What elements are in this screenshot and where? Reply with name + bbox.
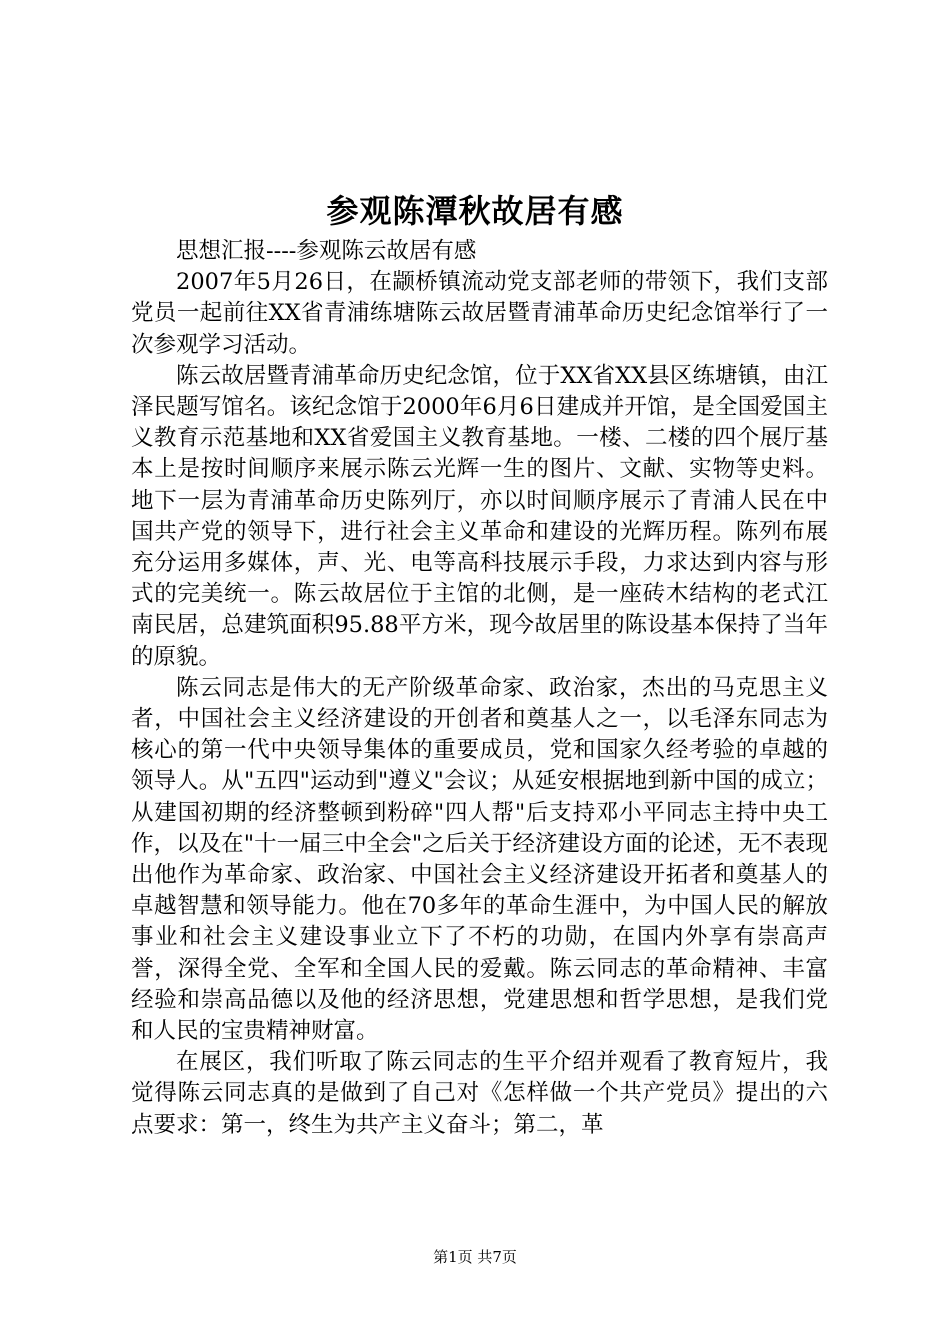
- page-title: 参观陈潭秋故居有感: [326, 192, 624, 230]
- page-footer: 第1页 共7页: [433, 1248, 517, 1266]
- document-subtitle: 思想汇报----参观陈云故居有感: [176, 238, 477, 264]
- paragraph: 在展区，我们听取了陈云同志的生平介绍并观看了教育短片，我觉得陈云同志真的是做到了自己对《怎样做一个共产党员》提出的六点要求：第一，终生为共产主义奋斗；第二，革: [131, 1049, 828, 1138]
- document-body: [131, 236, 828, 1141]
- paragraph: 陈云同志是伟大的无产阶级革命家、政治家，杰出的马克思主义者，中国社会主义经济建设的开创者和奠基人之一，以毛泽东同志为核心的第一代中央领导集体的重要成员，党和国家久经考验的卓越的领导人。从"五四"运动到"遵义"会议；从延安根据地到新中国的成立；从建国初期的经济整顿到粉碎"四人帮"后支持邓小平同志主持中央工作，以及在"十一届三中全会"之后关于经济建设方面的论述，无不表现出他作为革命家、政治家、中国社会主义经济建设开拓者和奠基人的卓越智慧和领导能力。他在70多年的革命生涯中，为中国人民的解放事业和社会主义建设事业立下了不朽的功勋，在国内外享有崇高声誉，深得全党、全军和全国人民的爱戴。陈云同志的革命精神、丰富经验和崇高品德以及他的经济思想，党建思想和哲学思想，是我们党和人民的宝贵精神财富。: [131, 674, 828, 1045]
- paragraph: 2007年5月26日，在颛桥镇流动党支部老师的带领下，我们支部党员一起前往XX省青浦练塘陈云故居暨青浦革命历史纪念馆举行了一次参观学习活动。: [131, 269, 828, 358]
- paragraph: 陈云故居暨青浦革命历史纪念馆，位于XX省XX县区练塘镇，由江泽民题写馆名。该纪念馆于2000年6月6日建成并开馆，是全国爱国主义教育示范基地和XX省爱国主义教育基地。一楼、二楼的四个展厅基本上是按时间顺序来展示陈云光辉一生的图片、文献、实物等史料。地下一层为青浦革命历史陈列厅，亦以时间顺序展示了青浦人民在中国共产党的领导下，进行社会主义革命和建设的光辉历程。陈列布展充分运用多媒体，声、光、电等高科技展示手段，力求达到内容与形式的完美统一。陈云故居位于主馆的北侧，是一座砖木结构的老式江南民居，总建筑面积95.88平方米，现今故居里的陈设基本保持了当年的原貌。: [131, 362, 828, 670]
